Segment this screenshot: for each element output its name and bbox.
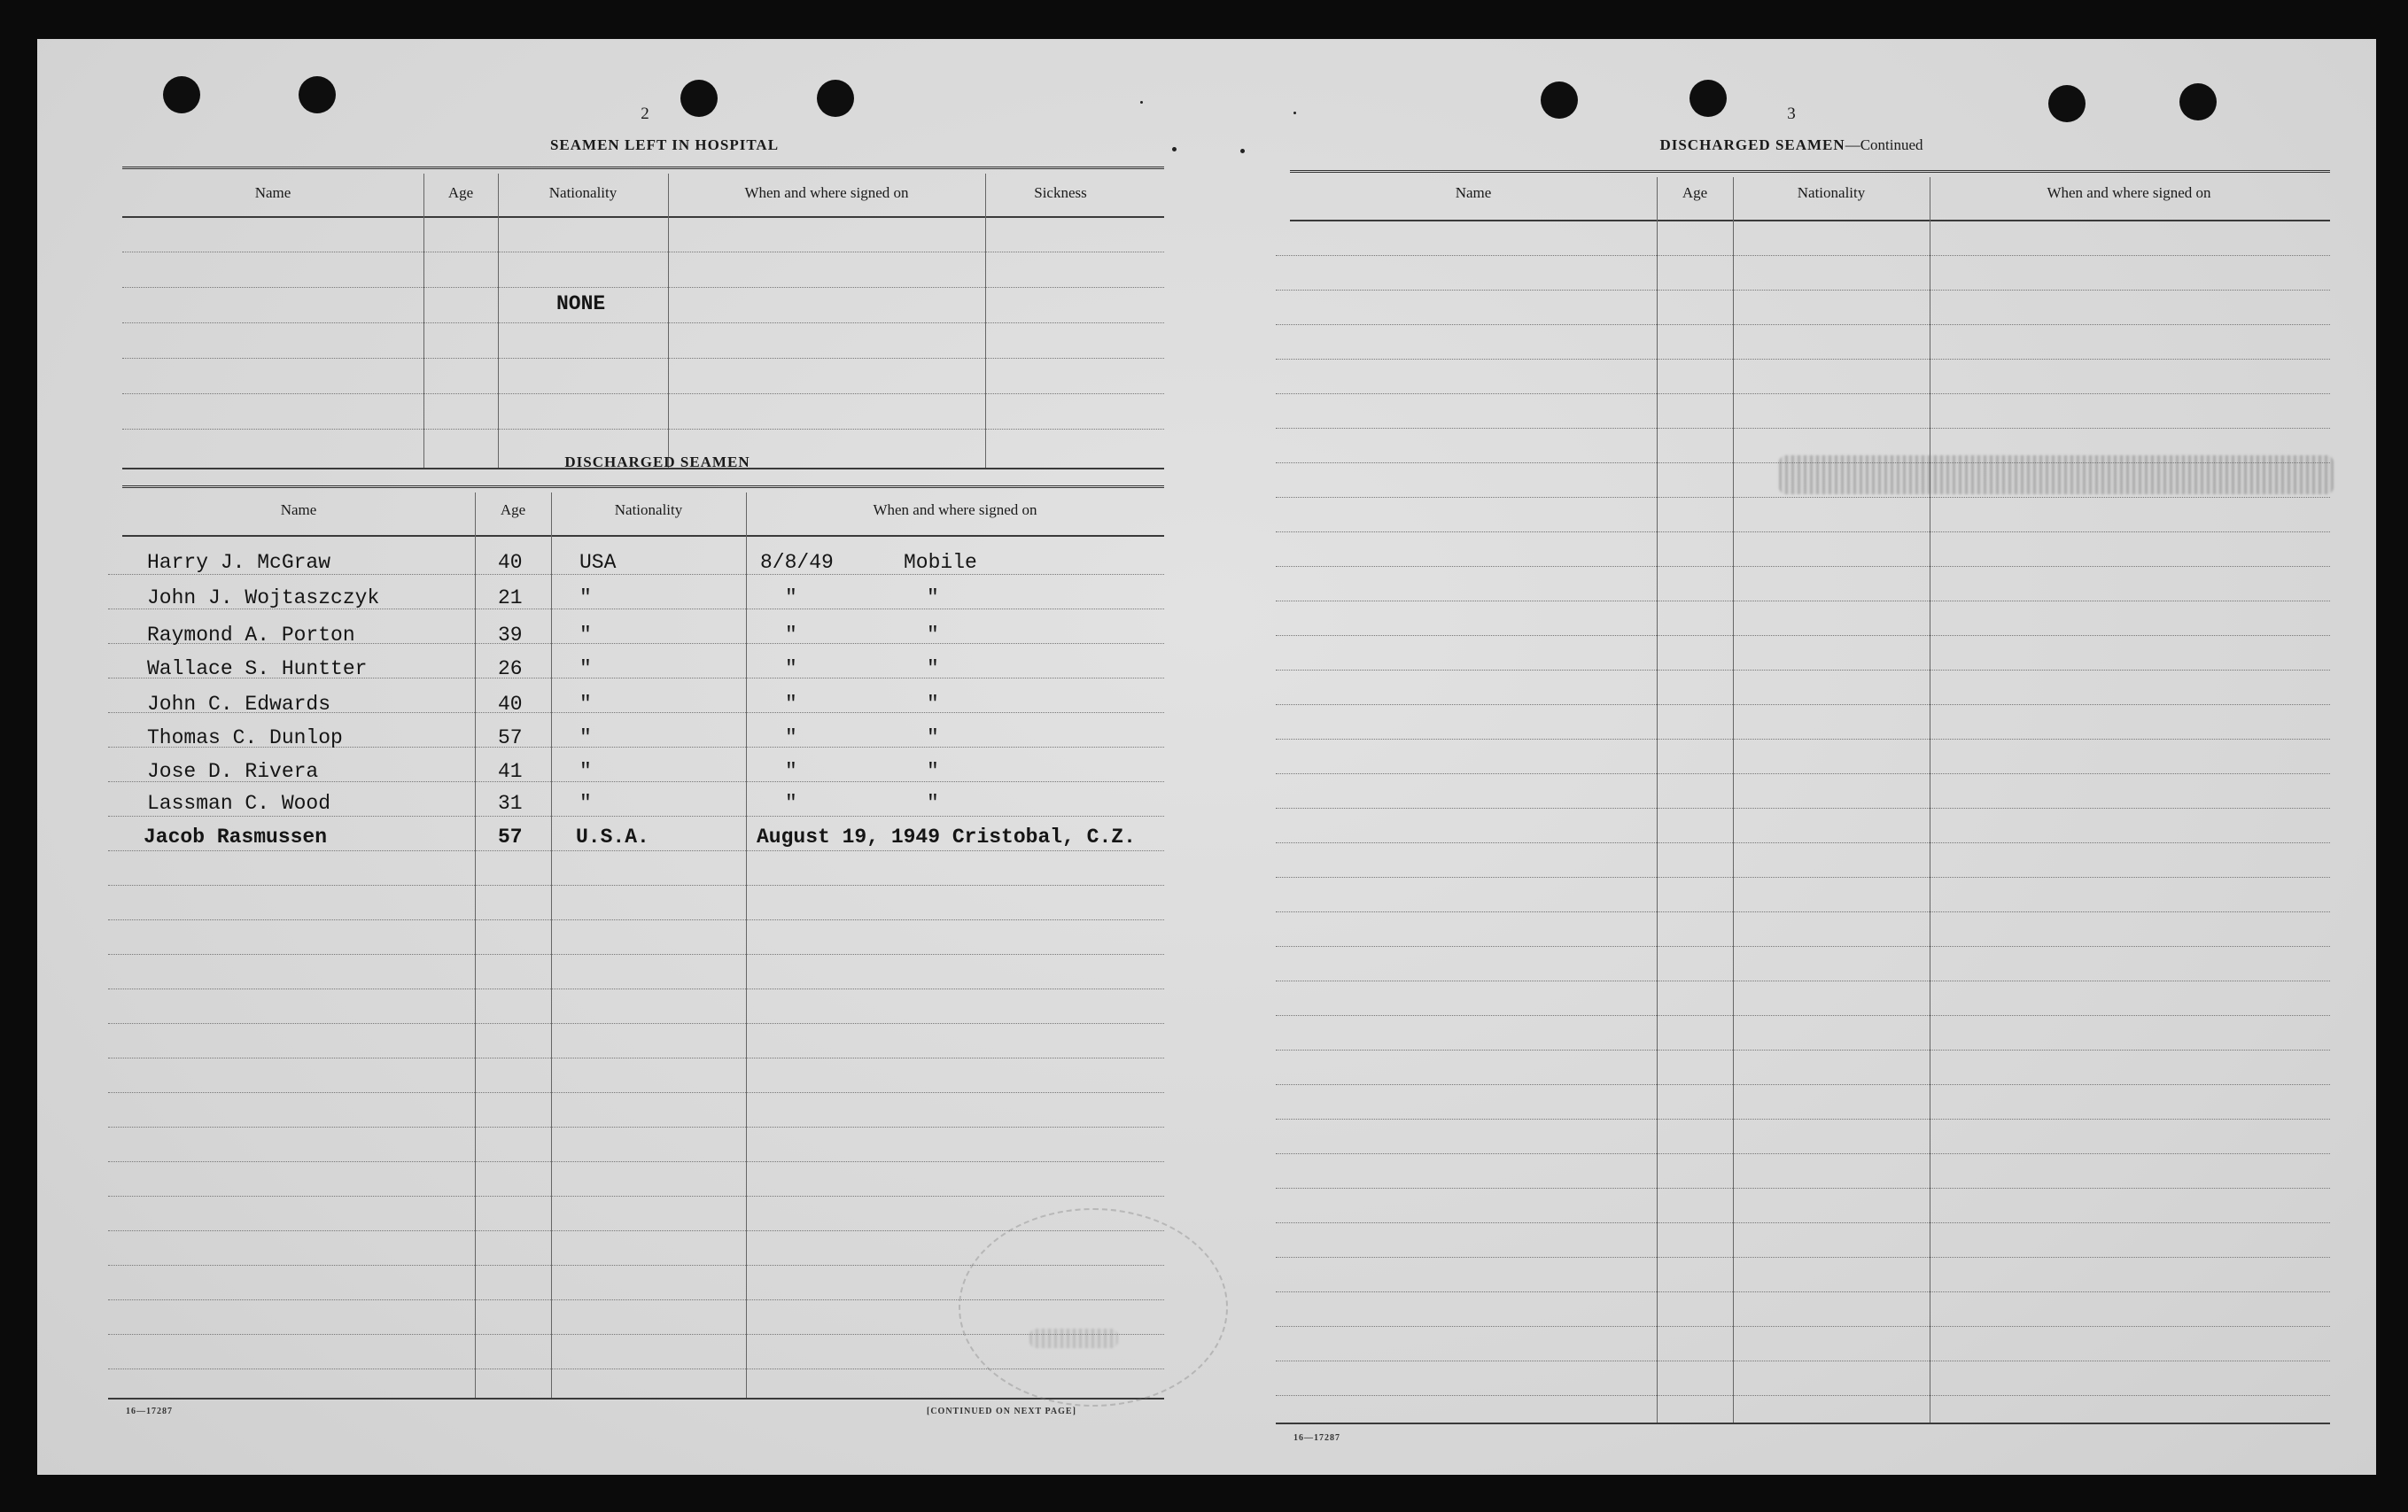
seaman-name: Wallace S. Huntter: [147, 657, 368, 680]
signed-on-date: ": [785, 586, 797, 609]
table-rule: [1290, 220, 2330, 221]
seaman-nationality: ": [579, 586, 592, 609]
signed-on-date: ": [785, 693, 797, 716]
seaman-nationality: USA: [579, 551, 617, 574]
seaman-nationality: ": [579, 760, 592, 783]
punch-hole: [2048, 85, 2086, 122]
discharged-section-title: DISCHARGED SEAMEN: [564, 454, 750, 470]
signed-on-place: ": [927, 726, 939, 749]
signed-on-place: ": [927, 760, 939, 783]
seaman-name: Jacob Rasmussen: [144, 826, 328, 849]
seaman-nationality: ": [579, 726, 592, 749]
ink-smudge: [1779, 455, 2334, 494]
col-header-when-where: When and where signed on: [873, 501, 1037, 518]
col-header-age: Age: [1682, 184, 1708, 201]
seaman-name: Lassman C. Wood: [147, 792, 331, 815]
seaman-age: 40: [498, 551, 523, 574]
col-header-name: Name: [254, 184, 291, 201]
signed-on-date: ": [785, 624, 797, 647]
seaman-age: 26: [498, 657, 523, 680]
hospital-entry: NONE: [556, 292, 606, 315]
faint-stamp: [959, 1208, 1228, 1407]
table-rule: [108, 1398, 1164, 1400]
col-header-age: Age: [500, 501, 526, 518]
signed-on-date: ": [785, 792, 797, 815]
punch-hole: [299, 76, 336, 113]
seaman-age: 57: [498, 726, 523, 749]
seaman-nationality: ": [579, 624, 592, 647]
signed-on-place: ": [927, 586, 939, 609]
seaman-age: 31: [498, 792, 523, 815]
signed-on-date: ": [785, 760, 797, 783]
seaman-nationality: U.S.A.: [576, 826, 649, 849]
continued-note: [CONTINUED ON NEXT PAGE]: [927, 1407, 1076, 1416]
seaman-nationality: ": [579, 693, 592, 716]
seaman-age: 21: [498, 586, 523, 609]
signed-on-place: ": [927, 624, 939, 647]
seaman-name: Harry J. McGraw: [147, 551, 331, 574]
col-header-nationality: Nationality: [548, 184, 618, 201]
seaman-nationality: ": [579, 657, 592, 680]
punch-hole: [163, 76, 200, 113]
table-rule: [122, 167, 1164, 172]
signed-on-place: ": [927, 693, 939, 716]
hospital-section-title: SEAMEN LEFT IN HOSPITAL: [549, 136, 780, 153]
seaman-nationality: ": [579, 792, 592, 815]
table-rule: [122, 485, 1164, 491]
col-header-name: Name: [1455, 184, 1492, 201]
signed-on-date-place: August 19, 1949 Cristobal, C.Z.: [757, 826, 1136, 849]
signed-on-date: ": [785, 657, 797, 680]
signed-on-place: ": [927, 792, 939, 815]
punch-hole: [1689, 80, 1727, 117]
punch-hole: [817, 80, 854, 117]
seaman-age: 57: [498, 826, 523, 849]
seaman-age: 39: [498, 624, 523, 647]
punch-hole: [2179, 83, 2217, 120]
seaman-name: Jose D. Rivera: [147, 760, 319, 783]
punch-hole: [680, 80, 718, 117]
discharged-continued-title: [1596, 136, 1986, 154]
col-header-nationality: Nationality: [1797, 184, 1866, 201]
document-sheet: [37, 39, 2376, 1475]
seaman-name: Raymond A. Porton: [147, 624, 355, 647]
seaman-age: 40: [498, 693, 523, 716]
form-code: 16—17287: [1293, 1433, 1340, 1443]
table-rule: [122, 216, 1164, 218]
col-header-sickness: Sickness: [1034, 184, 1087, 201]
page-number: 2: [641, 105, 649, 123]
form-code: 16—17287: [126, 1407, 173, 1416]
signed-on-date: 8/8/49: [760, 551, 834, 574]
col-header-age: Age: [447, 184, 474, 201]
section-title-suffix: —Continued: [1845, 136, 1923, 153]
seaman-name: Thomas C. Dunlop: [147, 726, 343, 749]
seaman-age: 41: [498, 760, 523, 783]
signed-on-date: ": [785, 726, 797, 749]
col-header-name: Name: [280, 501, 317, 518]
col-header-when-where: When and where signed on: [744, 184, 909, 201]
ink-smudge: [1029, 1329, 1118, 1348]
col-header-nationality: Nationality: [614, 501, 683, 518]
seaman-name: John C. Edwards: [147, 693, 331, 716]
table-rule: [1276, 1423, 2330, 1424]
seaman-name: John J. Wojtaszczyk: [147, 586, 380, 609]
table-rule: [1290, 170, 2330, 175]
signed-on-place: ": [927, 657, 939, 680]
section-title-text: DISCHARGED SEAMEN: [1659, 136, 1845, 153]
page-number: 3: [1787, 105, 1796, 123]
signed-on-place: Mobile: [904, 551, 977, 574]
table-rule: [122, 535, 1164, 537]
punch-hole: [1541, 81, 1578, 119]
col-header-when-where: When and where signed on: [2047, 184, 2211, 201]
